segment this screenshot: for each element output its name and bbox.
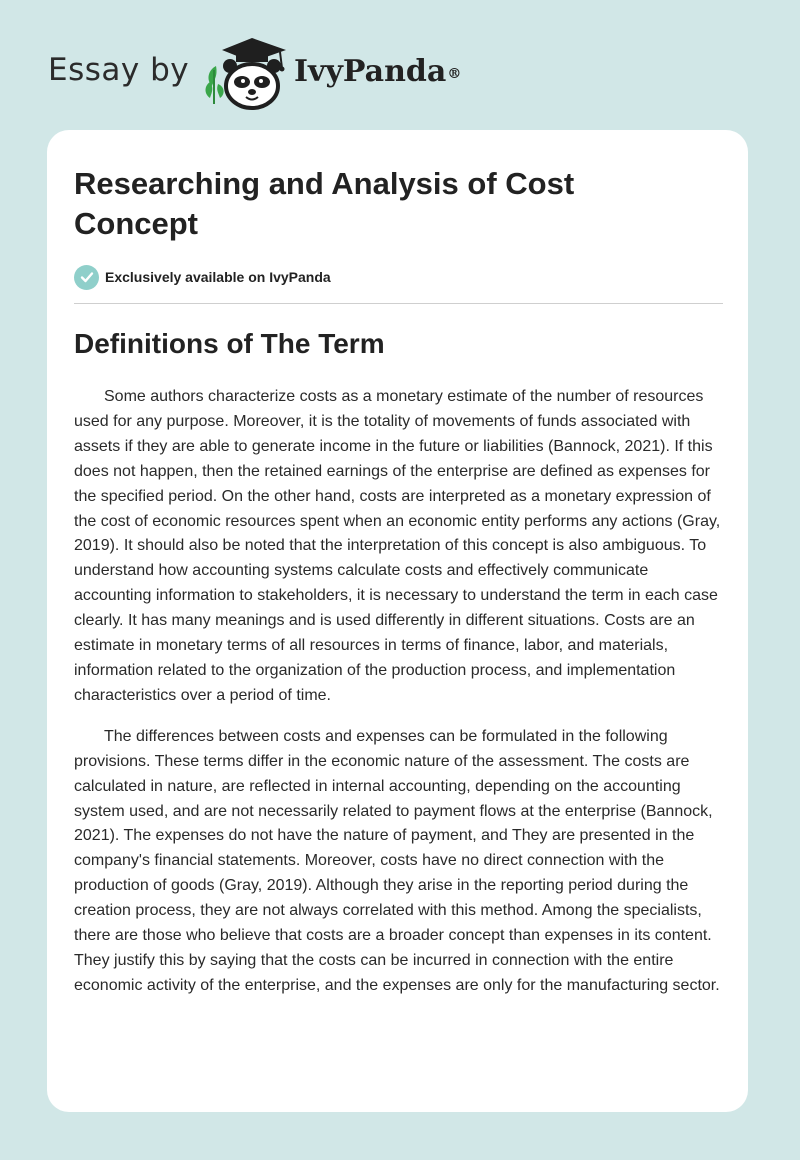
ivy-leaf-icon — [206, 66, 224, 104]
brand-text: IvyPanda — [294, 54, 447, 89]
brand-name — [294, 52, 461, 92]
page-title: Researching and Analysis of Cost Concept — [74, 166, 575, 241]
panda-logo-icon — [200, 34, 292, 110]
essay-by-label: Essay by — [48, 52, 190, 88]
paragraph: Some authors characterize costs as a monetary estimate of the number of resources used for any purpose. Moreover, it is the totality of movements of funds associated with assets if they are able to generate income in the future or liabilities (Bannock, 2021). If this does not happen, then the retained earnings of the enterprise are defined as expenses for the specified period. On the other hand, costs are interpreted as a monetary expression of the cost of economic resources spent when an economic entity performs any actions (Gray, 2019). It should also be noted that the interpretation of this concept is also ambiguous. To understand how accounting systems calculate costs and effectively communicate accounting information to stakeholders, it is necessary to understand the term in each case clearly. It has many meanings and is used differently in different situations. Costs are an estimate in monetary terms of all resources in terms of finance, labor, and materials, information related to the organization of the production process, and implementation characteristics over a period of time. — [74, 388, 721, 704]
site-header — [0, 0, 800, 130]
exclusive-badge — [74, 264, 331, 290]
paragraph: The differences between costs and expenses can be formulated in the following provisions. These terms differ in the economic nature of the assessment. The costs are calculated in nature, are reflected in internal accounting, depending on the accounting system used, and are not necessarily related to payment flows at the enterprise (Bannock, 2021). The expenses do not have the nature of payment, and They are presented in the company's financial statements. Moreover, costs have no direct connection with the production of goods (Gray, 2019). Although they arise in the reporting period during the creation process, they are not always correlated with this method. Among the specialists, there are those who believe that costs are a broader concept than expenses in its content. They justify this by saying that the costs can be incurred in connection with the entire economic activity of the enterprise, and the expenses are only for the manufacturing sector. — [74, 727, 720, 994]
essay-body — [74, 385, 722, 1015]
section-heading: Definitions of The Term — [74, 328, 385, 359]
badge-text: Exclusively available on IvyPanda — [105, 269, 331, 285]
divider — [74, 303, 723, 304]
check-icon — [74, 265, 99, 290]
panda-head-icon — [223, 59, 281, 108]
registered-mark: ® — [447, 66, 462, 82]
essay-card — [47, 130, 748, 1112]
